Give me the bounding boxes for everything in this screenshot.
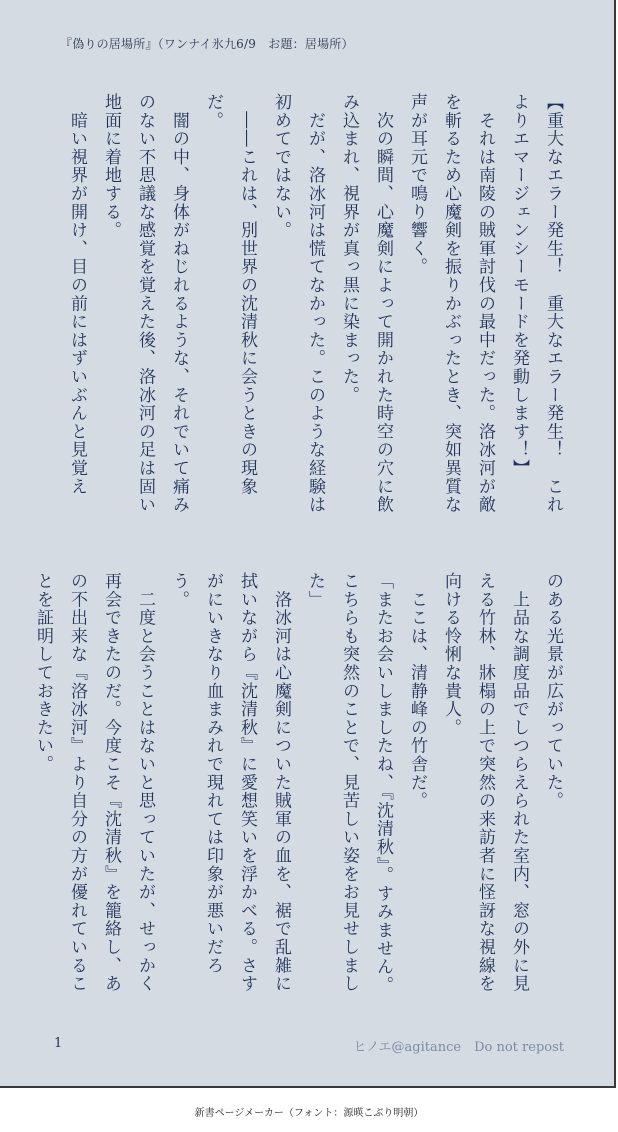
paragraph: のある光景が広がっていた。 — [543, 572, 563, 810]
paragraph: ここは、清静峰の竹舎だ。 — [407, 572, 427, 810]
paragraph: 「またお会いしましたね、『沈清秋』。すみません。こちらも突然のことで、見苦しい姿をお見せしました」 — [305, 572, 393, 995]
paragraph: それは南陵の賊軍討伐の最中だった。洛冰河が敵を斬るため心魔剣を振りかぶったとき、突如異質な声が耳元で鳴り響く。 — [407, 93, 495, 514]
paragraph: ――これは、別世界の沈清秋に会うときの現象だ。 — [203, 93, 257, 496]
paragraph: 暗い視界が開け、目の前にはずいぶんと見覚え — [67, 93, 87, 496]
text-block-bottom — [33, 572, 570, 1004]
page-number: 1 — [54, 1036, 63, 1051]
credit-text: ヒノエ@agitance Do not repost — [353, 1040, 564, 1055]
paragraph: だが、洛冰河は慌てなかった。このような経験は初めてではない。 — [271, 93, 325, 514]
generator-caption: 新書ページメーカー（フォント：源暎こぶり明朝） — [194, 1108, 424, 1119]
paragraph: 洛冰河は心魔剣についた賊軍の血を、裾で乱雑に拭いながら『沈清秋』に愛想笑いを浮かべる。さすがにいきなり血まみれで現れては印象が悪いだろう。 — [169, 572, 291, 993]
paragraph: 【重大なエラー発生！ 重大なエラー発生！ これよりエマージェンシーモードを発動します！】 — [509, 93, 563, 514]
paragraph: 次の瞬間、心魔剣によって開かれた時空の穴に飲み込まれ、視界が真っ黒に染まった。 — [339, 93, 393, 514]
text-block-top — [50, 93, 570, 525]
paragraph: 二度と会うことはないと思っていたが、せっかく再会できたのだ。今度こそ『沈清秋』を籠絡し、あの不出来な『洛冰河』より自分の方が優れていることを証明しておきたい。 — [33, 572, 155, 993]
paragraph: 上品な調度品でしつらえられた室内、窓の外に見える竹林、牀榻の上で突然の来訪者に怪訝な視線を向ける怜悧な貴人。 — [441, 572, 529, 993]
paragraph: 闇の中、身体がねじれるような、それでいて痛みのない不思議な感覚を覚えた後、洛冰河の足は固い地面に着地する。 — [101, 93, 189, 514]
page-title: 『偽りの居場所』（ワンナイ氷九6/9 お題：居場所） — [60, 37, 354, 51]
